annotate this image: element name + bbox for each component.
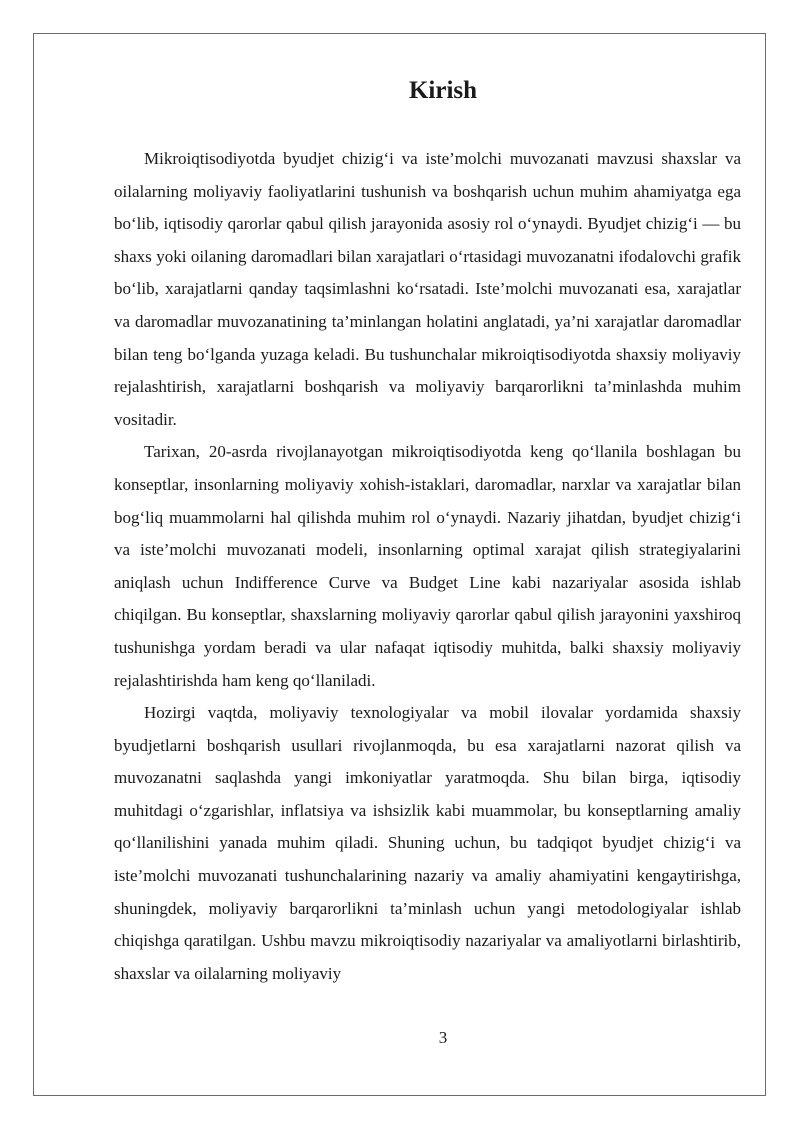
paragraph-2: Tarixan, 20-asrda rivojlanayotgan mikroiqtisodiyotda keng qo‘llanila boshlagan bu konseptlar, insonlarning moliyaviy xohish-istaklari, daromadlar, narxlar va xarajatlar bilan bog‘liq muammolarni hal qilishda muhim rol o‘ynaydi. Nazariy jihatdan, byudjet chizig‘i va iste’molchi muvozanati modeli, insonlarning optimal xarajat qilish strategiyalarini aniqlash uchun Indifference Curve va Budget Line kabi nazariyalar asosida ishlab chiqilgan. Bu konseptlar, shaxslarning moliyaviy qarorlar qabul qilish jarayonini yaxshiroq tushunishga yordam beradi va ular nafaqat iqtisodiy muhitda, balki shaxsiy moliyaviy rejalashtirishda ham keng qo‘llaniladi.: [114, 442, 741, 690]
page-title: Kirish: [408, 77, 478, 104]
paragraph-3: Hozirgi vaqtda, moliyaviy texnologiyalar va mobil ilovalar yordamida shaxsiy byudjetlarni boshqarish usullari rivojlanmoqda, bu esa xarajatlarni nazorat qilish va muvozanatni saqlashda yangi imkoniyatlar yaratmoqda. Shu bilan birga, iqtisodiy muhitdagi o‘zgarishlar, inflatsiya va ishsizlik kabi muammolar, bu konseptlarning amaliy qo‘llanilishini yanada muhim qiladi. Shuning uchun, bu tadqiqot byudjet chizig‘i va iste’molchi muvozanati tushunchalarining nazariy va amaliy ahamiyatini kengaytirishga, shuningdek, moliyaviy barqarorlikni ta’minlash uchun yangi metodologiyalar ishlab chiqishga qaratilgan. Ushbu mavzu mikroiqtisodiy nazariyalar va amaliyotlarni birlashtirib, shaxslar va oilalarning moliyaviy: [114, 703, 741, 983]
page-number: 3: [438, 1028, 448, 1047]
paragraph-1: Mikroiqtisodiyotda byudjet chizig‘i va iste’molchi muvozanati mavzusi shaxslar va oilalarning moliyaviy faoliyatlarini tushunish va boshqarish uchun muhim ahamiyatga ega bo‘lib, iqtisodiy qarorlar qabul qilish jarayonida asosiy rol o‘ynaydi. Byudjet chizig‘i — bu shaxs yoki oilaning daromadlari bilan xarajatlari o‘rtasidagi muvozanatni ifodalovchi grafik bo‘lib, xarajatlarni qanday taqsimlashni ko‘rsatadi. Iste’molchi muvozanati esa, xarajatlar va daromadlar muvozanatining ta’minlangan holatini anglatadi, ya’ni xarajatlar daromadlar bilan teng bo‘lganda yuzaga keladi. Bu tushunchalar mikroiqtisodiyotda shaxsiy moliyaviy rejalashtirish, xarajatlarni boshqarish va moliyaviy barqarorlikni ta’minlashda muhim vositadir.: [114, 149, 741, 429]
body-text: [114, 143, 741, 990]
